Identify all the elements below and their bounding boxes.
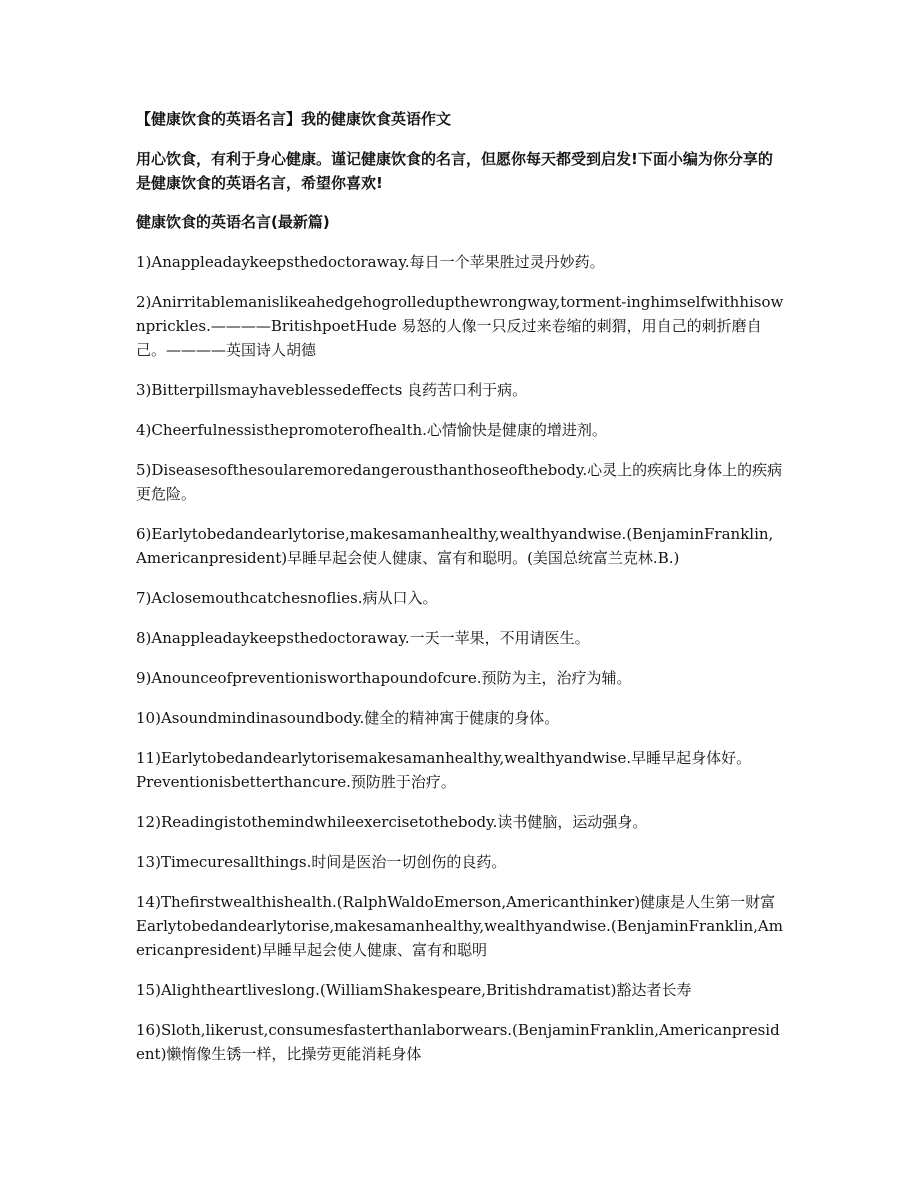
quote-line: 15)Alightheartliveslong.(WilliamShakespeare,Britishdramatist)豁达者长寿 <box>136 981 692 999</box>
quote-line: 10)Asoundmindinasoundbody.健全的精神寓于健康的身体。 <box>136 709 560 727</box>
quote-item <box>136 978 784 1002</box>
quote-item <box>136 746 784 794</box>
quote-line: 3)Bitterpillsmayhaveblessedeffects 良药苦口利于病。 <box>136 381 528 399</box>
quote-item <box>136 418 784 442</box>
quote-line: 11)Earlytobedandearlytorisemakesamanhealthy,wealthyandwise.早睡早起身体好。 <box>136 749 752 767</box>
quote-item <box>136 706 784 730</box>
quote-item <box>136 890 784 962</box>
quote-item <box>136 290 784 362</box>
quote-item <box>136 522 784 570</box>
quote-line: 9)Anounceofpreventionisworthapoundofcure.预防为主，治疗为辅。 <box>136 669 632 687</box>
quote-line: 7)Aclosemouthcatchesnoflies.病从口入。 <box>136 589 438 607</box>
quote-list <box>136 250 784 1066</box>
quote-item <box>136 1018 784 1066</box>
quote-line: Preventionisbetterthancure.预防胜于治疗。 <box>136 773 456 791</box>
quote-item <box>136 250 784 274</box>
section-heading: 健康饮食的英语名言(最新篇) <box>136 213 330 231</box>
quote-item <box>136 850 784 874</box>
quote-line: 4)Cheerfulnessisthepromoterofhealth.心情愉快是健康的增进剂。 <box>136 421 607 439</box>
quote-line: Earlytobedandearlytorise,makesamanhealthy,wealthyandwise.(BenjaminFranklin,Americanpresident)早睡早起会使人健康、富有和聪明 <box>136 917 783 959</box>
quote-line: 8)Anappleadaykeepsthedoctoraway.一天一苹果，不用请医生。 <box>136 629 590 647</box>
quote-line: 13)Timecuresallthings.时间是医治一切创伤的良药。 <box>136 853 507 871</box>
quote-line: 2)Anirritablemanislikeahedgehogrolledupthewrongway,torment-inghimselfwithhisownprickles.————BritishpoetHude 易怒的人像一只反过来卷缩的刺猬，用自己的刺折磨自己。————英国诗人胡德 <box>136 293 784 359</box>
quote-item <box>136 626 784 650</box>
quote-line: 1)Anappleadaykeepsthedoctoraway.每日一个苹果胜过灵丹妙药。 <box>136 253 605 271</box>
quote-line: 12)Readingistothemindwhileexercisetothebody.读书健脑，运动强身。 <box>136 813 648 831</box>
quote-line: 6)Earlytobedandearlytorise,makesamanhealthy,wealthyandwise.(BenjaminFranklin,Americanpresident)早睡早起会使人健康、富有和聪明。(美国总统富兰克林.B.) <box>136 525 774 567</box>
document-title: 【健康饮食的英语名言】我的健康饮食英语作文 <box>136 110 452 128</box>
quote-item <box>136 458 784 506</box>
document-body <box>136 108 784 1082</box>
intro-paragraph: 用心饮食，有利于身心健康。谨记健康饮食的名言，但愿你每天都受到启发!下面小编为你分享的是健康饮食的英语名言，希望你喜欢! <box>136 150 773 192</box>
quote-item <box>136 378 784 402</box>
quote-item <box>136 810 784 834</box>
quote-line: 14)Thefirstwealthishealth.(RalphWaldoEmerson,Americanthinker)健康是人生第一财富 <box>136 893 776 911</box>
quote-line: 16)Sloth,likerust,consumesfasterthanlaborwears.(BenjaminFranklin,Americanpresident)懒惰像生锈一样，比操劳更能消耗身体 <box>136 1021 780 1063</box>
quote-item <box>136 666 784 690</box>
quote-item <box>136 586 784 610</box>
quote-line: 5)Diseasesofthesoularemoredangerousthanthoseofthebody.心灵上的疾病比身体上的疾病更危险。 <box>136 461 783 503</box>
